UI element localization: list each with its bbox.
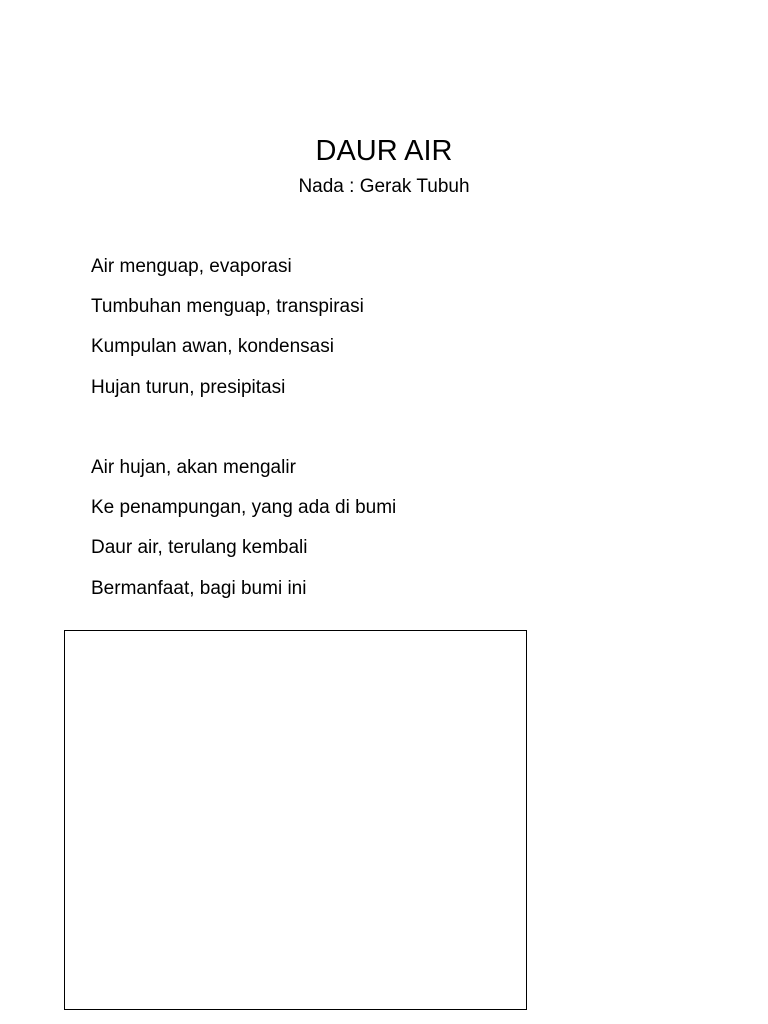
page-title: DAUR AIR (315, 135, 453, 167)
lyric-line: Hujan turun, presipitasi (91, 376, 286, 398)
lyrics-stanza-1 (91, 255, 364, 416)
lyric-line: Tumbuhan menguap, transpirasi (91, 296, 364, 318)
lyric-line: Ke penampungan, yang ada di bumi (91, 497, 397, 519)
lyric-line: Air hujan, akan mengalir (91, 457, 296, 478)
lyrics-stanza-2 (91, 456, 396, 617)
empty-drawing-box (64, 630, 527, 1010)
lyric-line: Bermanfaat, bagi bumi ini (91, 577, 307, 599)
page-subtitle: Nada : Gerak Tubuh (298, 176, 470, 197)
lyric-line: Kumpulan awan, kondensasi (91, 336, 334, 358)
lyric-line: Air menguap, evaporasi (91, 256, 292, 277)
lyric-line: Daur air, terulang kembali (91, 537, 308, 559)
